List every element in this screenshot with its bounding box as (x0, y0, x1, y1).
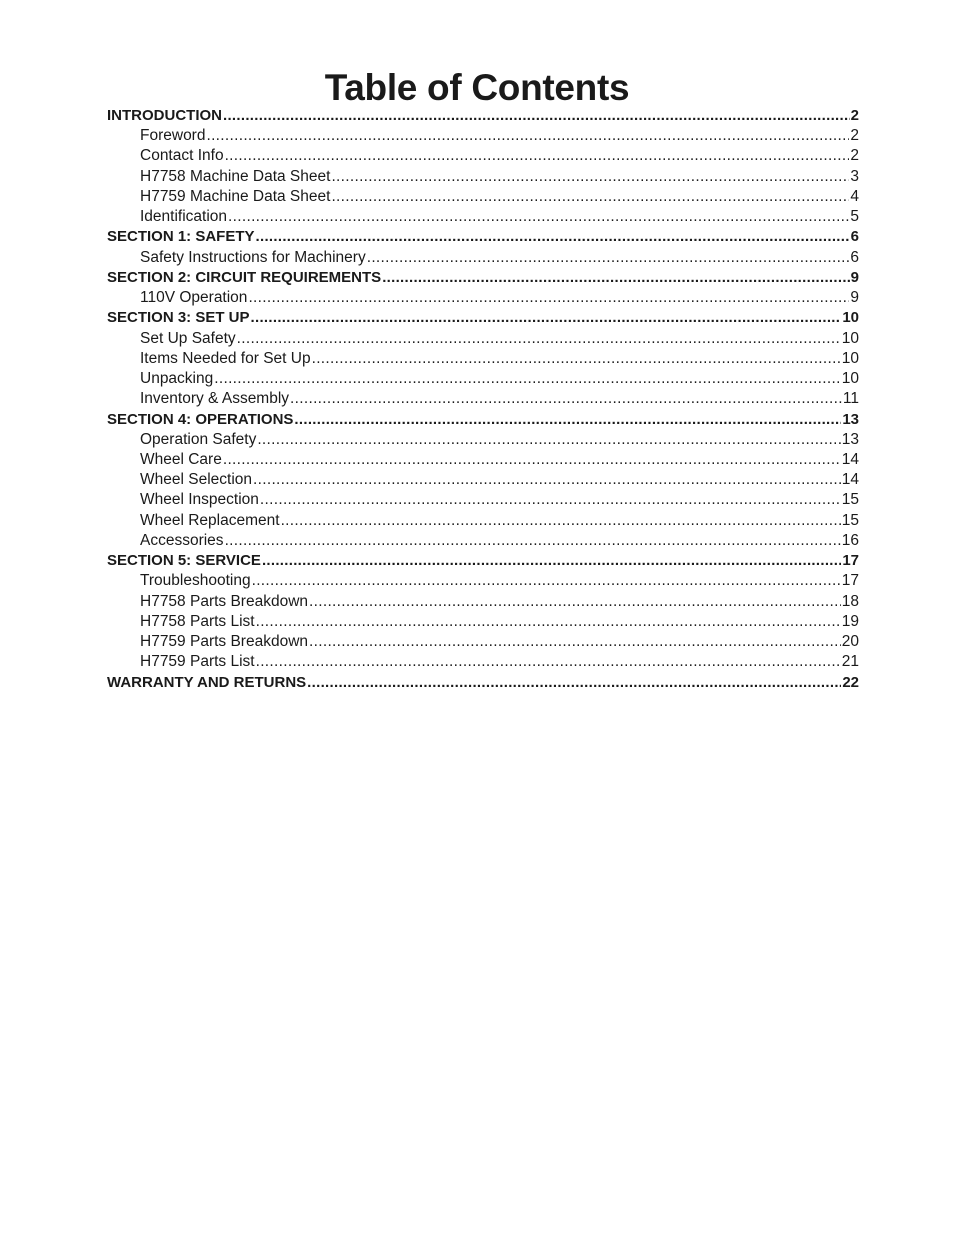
dot-leader (251, 308, 842, 328)
toc-entry-page-number: 14 (841, 450, 859, 468)
dot-leader (223, 106, 850, 126)
toc-entry-page-number: 2 (850, 107, 859, 124)
toc-section-entry[interactable] (107, 268, 859, 288)
toc-entry-title: Set Up Safety (140, 329, 236, 347)
toc-subsection-entry[interactable] (107, 248, 859, 268)
toc-entry-page-number: 9 (850, 289, 859, 307)
dot-leader (331, 167, 849, 187)
toc-entry-title: Items Needed for Set Up (140, 349, 311, 367)
dot-leader (225, 146, 850, 166)
dot-leader (237, 329, 841, 349)
toc-entry-page-number: 14 (841, 471, 859, 489)
dot-leader (256, 227, 850, 247)
dot-leader (281, 511, 841, 531)
toc-entry-title: INTRODUCTION (107, 107, 222, 124)
toc-entry-page-number: 15 (841, 491, 859, 509)
toc-subsection-entry[interactable] (107, 389, 859, 409)
toc-subsection-entry[interactable] (107, 592, 859, 612)
toc-entry-page-number: 4 (850, 187, 859, 205)
toc-entry-title: Troubleshooting (140, 572, 251, 590)
toc-entry-page-number: 10 (841, 349, 859, 367)
toc-entry-page-number: 17 (842, 552, 859, 570)
dot-leader (223, 450, 841, 470)
toc-section-entry[interactable] (107, 106, 859, 126)
dot-leader (248, 288, 849, 308)
toc-subsection-entry[interactable] (107, 329, 859, 349)
toc-subsection-entry[interactable] (107, 652, 859, 672)
toc-entry-page-number: 2 (850, 147, 859, 165)
dot-leader (331, 187, 849, 207)
toc-subsection-entry[interactable] (107, 571, 859, 591)
toc-section-entry[interactable] (107, 673, 859, 693)
toc-entry-title: SECTION 3: SET UP (107, 309, 250, 327)
dot-leader (253, 470, 841, 490)
toc-section-entry[interactable] (107, 308, 859, 328)
dot-leader (260, 490, 841, 510)
toc-section-entry[interactable] (107, 551, 859, 571)
toc-entry-page-number: 20 (841, 633, 859, 651)
toc-subsection-entry[interactable] (107, 288, 859, 308)
toc-entry-title: SECTION 1: SAFETY (107, 228, 255, 246)
toc-subsection-entry[interactable] (107, 490, 859, 510)
dot-leader (206, 126, 849, 146)
toc-entry-title: H7758 Machine Data Sheet (140, 167, 331, 185)
toc-subsection-entry[interactable] (107, 167, 859, 187)
toc-entry-page-number: 19 (841, 612, 859, 630)
toc-subsection-entry[interactable] (107, 146, 859, 166)
toc-entry-title: SECTION 4: OPERATIONS (107, 410, 294, 428)
toc-subsection-entry[interactable] (107, 369, 859, 389)
toc-subsection-entry[interactable] (107, 126, 859, 146)
dot-leader (294, 410, 841, 430)
dot-leader (214, 369, 841, 389)
toc-entry-title: SECTION 5: SERVICE (107, 552, 261, 570)
toc-subsection-entry[interactable] (107, 349, 859, 369)
dot-leader (257, 430, 840, 450)
toc-section-entry[interactable] (107, 410, 859, 430)
toc-entry-title: SECTION 2: CIRCUIT REQUIREMENTS (107, 268, 382, 286)
dot-leader (382, 268, 849, 288)
dot-leader (309, 592, 841, 612)
toc-entry-title: Accessories (140, 531, 224, 549)
dot-leader (290, 389, 842, 409)
toc-entry-page-number: 13 (842, 410, 859, 428)
dot-leader (256, 652, 841, 672)
toc-subsection-entry[interactable] (107, 207, 859, 227)
toc-subsection-entry[interactable] (107, 450, 859, 470)
toc-entry-title: Unpacking (140, 370, 214, 388)
dot-leader (312, 349, 841, 369)
toc-entry-title: Inventory & Assembly (140, 390, 290, 408)
toc-entry-page-number: 2 (850, 127, 859, 145)
toc-entry-page-number: 17 (841, 572, 859, 590)
toc-entry-title: H7759 Parts List (140, 653, 255, 671)
toc-subsection-entry[interactable] (107, 187, 859, 207)
dot-leader (309, 632, 841, 652)
toc-entry-page-number: 18 (841, 592, 859, 610)
toc-subsection-entry[interactable] (107, 632, 859, 652)
toc-entry-title: Operation Safety (140, 430, 257, 448)
toc-entry-title: Wheel Care (140, 450, 222, 468)
toc-entry-page-number: 6 (850, 228, 859, 246)
dot-leader (252, 571, 841, 591)
toc-entry-title: H7759 Parts Breakdown (140, 633, 309, 651)
toc-entry-page-number: 10 (842, 309, 859, 327)
dot-leader (228, 207, 849, 227)
toc-entry-page-number: 5 (850, 208, 859, 226)
toc-entry-title: Identification (140, 208, 228, 226)
toc-entry-title: Wheel Replacement (140, 511, 280, 529)
toc-entry-page-number: 21 (841, 653, 859, 671)
toc-subsection-entry[interactable] (107, 430, 859, 450)
toc-entry-title: Wheel Selection (140, 471, 253, 489)
toc-entry-page-number: 6 (850, 248, 859, 266)
dot-leader (367, 248, 850, 268)
toc-entry-page-number: 11 (842, 390, 859, 408)
dot-leader (256, 612, 841, 632)
toc-entry-page-number: 22 (842, 673, 859, 691)
table-of-contents (107, 106, 859, 693)
page-title: Table of Contents (324, 67, 630, 108)
toc-entry-title: Foreword (140, 127, 206, 145)
toc-subsection-entry[interactable] (107, 531, 859, 551)
toc-entry-page-number: 13 (841, 430, 859, 448)
toc-subsection-entry[interactable] (107, 470, 859, 490)
toc-entry-title: WARRANTY AND RETURNS (107, 673, 307, 691)
toc-entry-page-number: 3 (850, 167, 859, 185)
toc-entry-page-number: 16 (841, 531, 859, 549)
toc-entry-title: H7758 Parts Breakdown (140, 592, 309, 610)
toc-entry-page-number: 9 (850, 268, 859, 286)
dot-leader (307, 673, 841, 693)
dot-leader (225, 531, 841, 551)
toc-section-entry[interactable] (107, 227, 859, 247)
toc-entry-title: Safety Instructions for Machinery (140, 248, 366, 266)
toc-entry-title: H7759 Machine Data Sheet (140, 187, 331, 205)
toc-entry-page-number: 10 (841, 370, 859, 388)
toc-subsection-entry[interactable] (107, 612, 859, 632)
toc-entry-title: Wheel Inspection (140, 491, 259, 509)
toc-entry-title: Contact Info (140, 147, 224, 165)
toc-entry-page-number: 15 (841, 511, 859, 529)
toc-subsection-entry[interactable] (107, 511, 859, 531)
dot-leader (262, 551, 841, 571)
toc-entry-title: 110V Operation (140, 289, 248, 307)
toc-entry-page-number: 10 (841, 329, 859, 347)
toc-entry-title: H7758 Parts List (140, 612, 255, 630)
